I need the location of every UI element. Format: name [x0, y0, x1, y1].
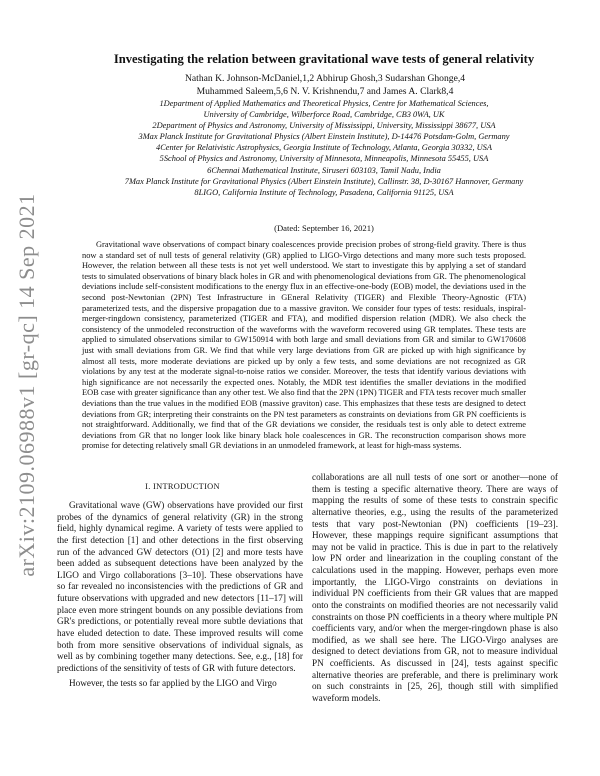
affiliation-list [60, 98, 588, 198]
author-line-1: Nathan K. Johnson-McDaniel,1,2 Abhirup Ghosh,3 Sudarshan Ghonge,4 [184, 73, 466, 84]
author-line-2: Muhammed Saleem,5,6 N. V. Krishnendu,7 and James A. Clark8,4 [196, 85, 454, 97]
intro-paragraph-2: However, the tests so far applied by the LIGO and Virgo [69, 678, 277, 689]
affiliation-line: 5School of Physics and Astronomy, University of Minnesota, Minneapolis, Minnesota 55455, USA [159, 154, 489, 164]
affiliation-line: University of Cambridge, Wilberforce Road, Cambridge, CB3 0WA, UK [203, 110, 445, 120]
abstract-text: Gravitational wave observations of compact binary coalescences provide precision probes of strong-field gravity. There is thus now a standard set of null tests of general relativity (GR) applied to LIGO-Virgo detections and many more such tests proposed. However, the relation between all these tests is not yet well understood. We start to investigate this by applying a set of standard tests to simulated observations of binary black holes in GR and with phenomenological deviations from GR. The phenomenological deviations include self-consistent modifications to the energy flux in an effective-one-body (EOB) model, the deviations used in the second post-Newtonian (2PN) Test Infrastructure in GEneral Relativity (TIGER) and Flexible Theory-Agnostic (FTA) parameterized tests, and the dispersive propagation due to a massive graviton. We consider four types of tests: residuals, inspiral-merger-ringdown consistency, parameterized (TIGER and FTA), and modified dispersion relation (MDR). We also check the consistency of the unmodeled reconstruction of the waveforms with the waveform recovered using GR templates. These tests are applied to simulated observations similar to GW150914 with both large and small deviations from GR and similar to GW170608 just with small deviations from GR. We find that while very large deviations from GR are picked up with high significance by almost all tests, more moderate deviations are picked up by only a few tests, and some deviations are not recognized as GR violations by any test at the moderate signal-to-noise ratios we consider. Moreover, the tests that identify various deviations with high significance are not necessarily the expected ones. Notably, the MDR test identifies the smaller deviations in the modified EOB case with greater significance than any other test. We also find that the 2PN (1PN) TIGER and FTA tests recover much smaller deviations than the true values in the modified EOB (massive graviton) case. This emphasizes that these tests are designed to detect deviations from GR; interpreting their constraints on the PN test parameters as constraints on deviations from GR PN coefficients is not straightforward. Additionally, we find that of the GR deviations we consider, the residuals test is only able to detect extreme deviations from GR that no longer look like binary black hole coalescences in GR. The reconstruction comparison shows more promise for detecting relatively small GR deviations in an unmodeled framework, at least for high-mass systems. [82, 240, 526, 451]
abstract [82, 240, 526, 452]
affiliation-line: 2Department of Physics and Astronomy, University of Mississippi, University, Mississippi 38677, USA [152, 121, 496, 131]
date-line: (Dated: September 16, 2021) [274, 223, 374, 233]
paper-title: Investigating the relation between gravitational wave tests of general relativity [113, 52, 535, 66]
left-column [57, 500, 303, 690]
arxiv-stamp-text: arXiv:2109.06988v1 [gr-qc] 14 Sep 2021 [14, 193, 39, 577]
author-list [80, 73, 570, 98]
affiliation-line: 1Department of Applied Mathematics and Theoretical Physics, Centre for Mathematical Sciences, [159, 99, 489, 108]
section-heading-introduction: I. INTRODUCTION [145, 482, 220, 491]
affiliation-line: 7Max Planck Institute for Gravitational Physics (Albert Einstein Institute), Callinstr. 38, D-30167 Hannover, Germany [124, 176, 524, 186]
affiliation-line: 4Center for Relativistic Astrophysics, Georgia Institute of Technology, Atlanta, Georgia 30332, USA [156, 143, 492, 153]
affiliation-line: 8LIGO, California Institute of Technology, Pasadena, California 91125, USA [194, 187, 454, 197]
arxiv-identifier-stamp [6, 175, 48, 595]
affiliation-line: 6Chennai Mathematical Institute, Siruseri 603103, Tamil Nadu, India [207, 165, 441, 175]
affiliation-line: 3Max Planck Institute for Gravitational Physics (Albert Einstein Institute), D-14476 Potsdam-Golm, Germany [138, 132, 510, 142]
intro-paragraph-1: Gravitational wave (GW) observations have provided our first probes of the dynamics of general relativity (GR) in the strong field, highly dynamical regime. A variety of tests were applied to the first detection [1] and other detections in the first observing run of the advanced GW detectors (O1) [2] and more tests have been added as subsequent detections have been analyzed by the LIGO and Virgo collaborations [3–10]. These observations have so far revealed no inconsistencies with the predictions of GR and future observations with upgraded and new detectors [11–17] will place even more stringent bounds on any possible deviations from GR's predictions, or potentially reveal more subtle deviations that have eluded detection to date. These improved results will come both from more sensitive observations of individual signals, as well as by combining together many detections. See, e.g., [18] for predictions of the sensitivity of tests of GR with future detectors. [57, 500, 303, 673]
intro-paragraph-continued: collaborations are all null tests of one sort or another—none of them is testing a specific alternative theory. There are ways of mapping the results of some of these tests to constrain specific alternative theories, e.g., using the results of the parameterized tests that vary post-Newtonian (PN) coefficients [19–23]. However, these mappings require significant assumptions that may not be valid in practice. This is due in part to the relatively low PN order and linearization in the coupling constant of the calculations used in the mapping. However, perhaps even more importantly, the LIGO-Virgo constraints on deviations in individual PN coefficients from their GR values that are mapped onto the constraints on modified theories are not necessarily valid constraints on those PN coefficients in a theory where multiple PN coefficients vary, and/or when the merger-ringdown phase is also modified, as we shall see here. The LIGO-Virgo analyses are designed to detect deviations from GR, not to measure individual PN coefficients. As discussed in [24], tests against specific alternative theories are preferable, and there is preliminary work on such constraints in [25, 26], though still with simplified waveform models. [312, 472, 558, 703]
right-column [312, 472, 558, 705]
